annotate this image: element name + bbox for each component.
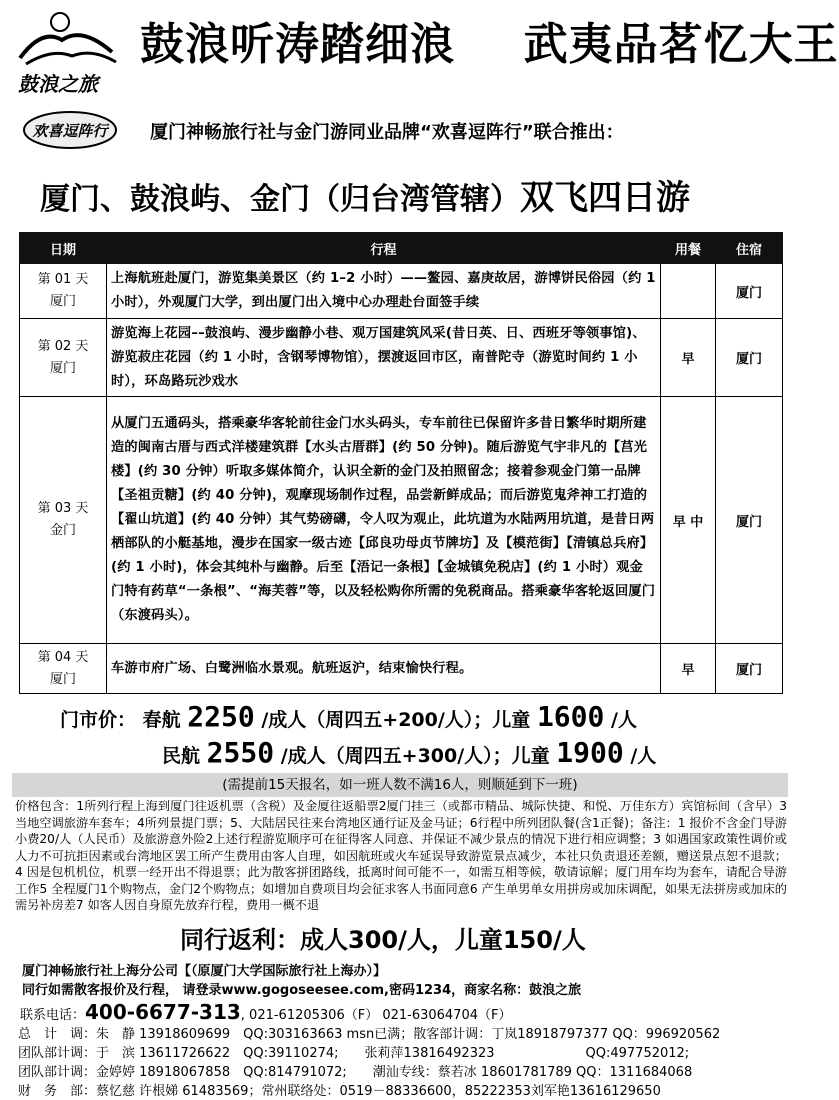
adult-price: 2250 [187,700,255,733]
itinerary-text: 上海航班赴厦门，游览集美景区（约 1–2 小时）——鳌园、嘉庚故居，游博饼民俗园（约 1 小时），外观厦门大学，到出厦门出入境中心办理赴台面签手续 [107,264,661,319]
staff-secondary: 潮汕专线：蔡若冰 18601781789 QQ：1311684068 [372,1065,693,1080]
adult-price: 2550 [206,736,275,769]
staff-row [18,1023,720,1042]
day-number: 第 02 天 [37,338,89,354]
child-price-suffix: /人 [630,745,657,767]
staff-primary: 团队部计调：于 滨 13611726622 QQ:39110274; [18,1046,339,1061]
child-price-suffix: /人 [611,709,637,731]
day-cell [20,264,107,319]
hotel-cell: 厦门 [716,644,783,694]
logo-text: 鼓浪之旅 [18,72,98,96]
itinerary-text: 游览海上花园––鼓浪屿、漫步幽静小巷、观万国建筑风采(昔日英、日、西班牙等领事馆)、游览菽庄花园（约 1 小时，含钢琴博物馆），摆渡返回市区，南普陀寺（游览时间约 1 小时），环岛路玩沙戏水 [107,319,661,397]
table-header-row [20,233,783,264]
meal-cell: 早 中 [661,397,716,644]
table-row [20,319,783,397]
staff-secondary: 张莉萍13816492323 QQ:497752012; [364,1046,690,1061]
staff-row [18,1080,661,1099]
contact-label: 联系电话： [20,1008,86,1023]
agent-rebate: 同行返利：成人300/人，儿童150/人 [180,926,586,954]
day-cell [20,644,107,694]
tour-title [40,170,690,219]
brand-seal [20,108,120,152]
hotline-number: 400-6677-313 [85,1000,241,1024]
brand-logo [12,8,127,158]
meal-cell [661,264,716,319]
day-city: 厦门 [49,294,76,309]
day-number: 第 03 天 [37,501,89,516]
branch-name: 厦门神畅旅行社上海分公司【（原厦门大学国际旅行社上海办）】 [22,964,387,979]
staff-row [18,1042,689,1061]
tour-title-type: 双飞四日游 [520,178,690,218]
staff-primary: 团队部计调：金婷婷 18918067858 QQ:814791072; [18,1065,347,1080]
logo-mountain-icon [12,8,127,68]
itinerary-table [19,232,783,694]
adult-price-suffix: /成人（周四五+200/人）；儿童 [261,709,531,731]
airline-name: 春航 [142,709,181,731]
booking-note: (需提前15天报名，如一班人数不满16人，则顺延到下一班) [12,773,788,797]
child-price: 1900 [556,736,624,769]
title-left: 鼓浪听涛踏细浪 [140,19,455,70]
itinerary-text: 车游市府广场、白鹭洲临水景观。航班返沪，结束愉快行程。 [107,644,661,694]
staff-primary: 总 计 调：朱 静 13918609699 QQ:303163663 msn已满 [18,1027,401,1042]
day-city: 金门 [49,523,76,538]
subtitle: 厦门神畅旅行社与金门游同业品牌“欢喜逗阵行”联合推出： [150,122,624,143]
meal-cell: 早 [661,319,716,397]
table-row [20,264,783,319]
tour-title-destinations: 厦门、鼓浪屿、金门（归台湾管辖） [40,182,520,217]
airline-name: 民航 [162,745,201,767]
header-meal: 用餐 [661,233,716,264]
itinerary-text: 从厦门五通码头，搭乘豪华客轮前往金门水头码头，专车前往已保留许多昔日繁华时期所建造的闽南古厝与西式洋楼建筑群【水头古厝群】(约 50 分钟)。随后游览气宇非凡的【莒光楼】(约 30 分钟）听取多媒体简介，认识全新的金门及拍照留念；接着参观金门第一品牌【圣祖贡糖】(约 40 分钟)，观摩现场制作过程，品尝新鲜成品；而后游览鬼斧神工打造的【翟山坑道】(约 40 分钟）其气势磅礴，令人叹为观止，此坑道为水陆两用坑道，是昔日两栖部队的小艇基地，漫步在国家一级古迹【邱良功母贞节牌坊】及【模范街】【清镇总兵府】(约 1 小时)，体会其纯朴与幽静。后至【浯记一条根】【金城镇免税店】(约 1 小时）观金门特有药草“一条根”、“海芙蓉”等，以及轻松购你所需的免税商品。搭乘豪华客轮返回厦门（东渡码头）。 [107,397,661,644]
header-hotel: 住宿 [716,233,783,264]
price-label: 门市价： [60,709,137,731]
branch-website: 同行如需散客报价及行程， 请登录www.gogoseesee.com,密码1234，商家名称：鼓浪之旅 [22,983,582,998]
price-civil [162,736,656,769]
staff-primary: 财 务 部：蔡忆慈 许根娣 61483569 [18,1084,249,1099]
staff-secondary: ；常州联络处：0519－88336600，85222353刘军艳13616129650 [248,1084,661,1099]
header-date: 日期 [20,233,107,264]
adult-price-suffix: /成人（周四五+300/人）；儿童 [280,745,550,767]
price-spring [60,700,637,733]
page-title [140,8,839,72]
table-row [20,397,783,644]
title-right: 武夷品茗忆大王 [523,19,839,70]
day-number: 第 01 天 [37,272,89,287]
day-number: 第 04 天 [37,649,89,665]
branch-info [22,960,581,998]
fax-numbers: , 021-61205306（F） 021-63064704（F） [240,1008,512,1023]
header-itinerary: 行程 [107,233,661,264]
child-price: 1600 [536,700,605,733]
day-cell [20,319,107,397]
day-city: 厦门 [49,360,76,376]
staff-secondary: ；散客部计调：丁岚18918797377 QQ：996920562 [400,1027,721,1042]
day-city: 厦门 [49,671,76,687]
hotel-cell: 厦门 [716,397,783,644]
hotel-cell: 厦门 [716,264,783,319]
table-row [20,644,783,694]
contact-line [20,1000,511,1024]
hotel-cell: 厦门 [716,319,783,397]
brand-seal-text: 欢喜逗阵行 [32,122,108,140]
day-cell [20,397,107,644]
terms-text: 价格包含：1所列行程上海到厦门往返机票（含税）及金厦往返船票2厦门挂三（或都市精品、城际快捷、和悦、万佳东方）宾馆标间（含早）3当地空调旅游车套车；4所列景提门票；5、大陆居民往来台湾地区通行证及金马证；6行程中所列团队餐(含1正餐)；备注：1 报价不含金门导游小费20/人（人民币）及旅游意外险2上述行程游览顺序可在征得客人同意、并保证不减少景点的情况下进行相应调整；3 如遇国家政策性调价或人力不可抗拒因素或台湾地区罢工所产生费用由客人自理，如因航班或火车延误导致游览景点减少，本社只负责退还差额，赠送景点恕不退款；4 因是包机机位，机票一经开出不得退票；此为散客拼团路线，抵离时间可能不一，如需互相等候，敬请谅解；厦门用车均为套车，请配合导游工作5 全程厦门1个购物点，金门2个购物点；如增加自费项目均会征求客人书面同意6 产生单男单女用拼房或加床调配，如果无法拼房或加床的需另补房差7 如客人因自身原先放弃行程，费用一概不退 [15,799,787,912]
meal-cell: 早 [661,644,716,694]
staff-row [18,1061,692,1080]
